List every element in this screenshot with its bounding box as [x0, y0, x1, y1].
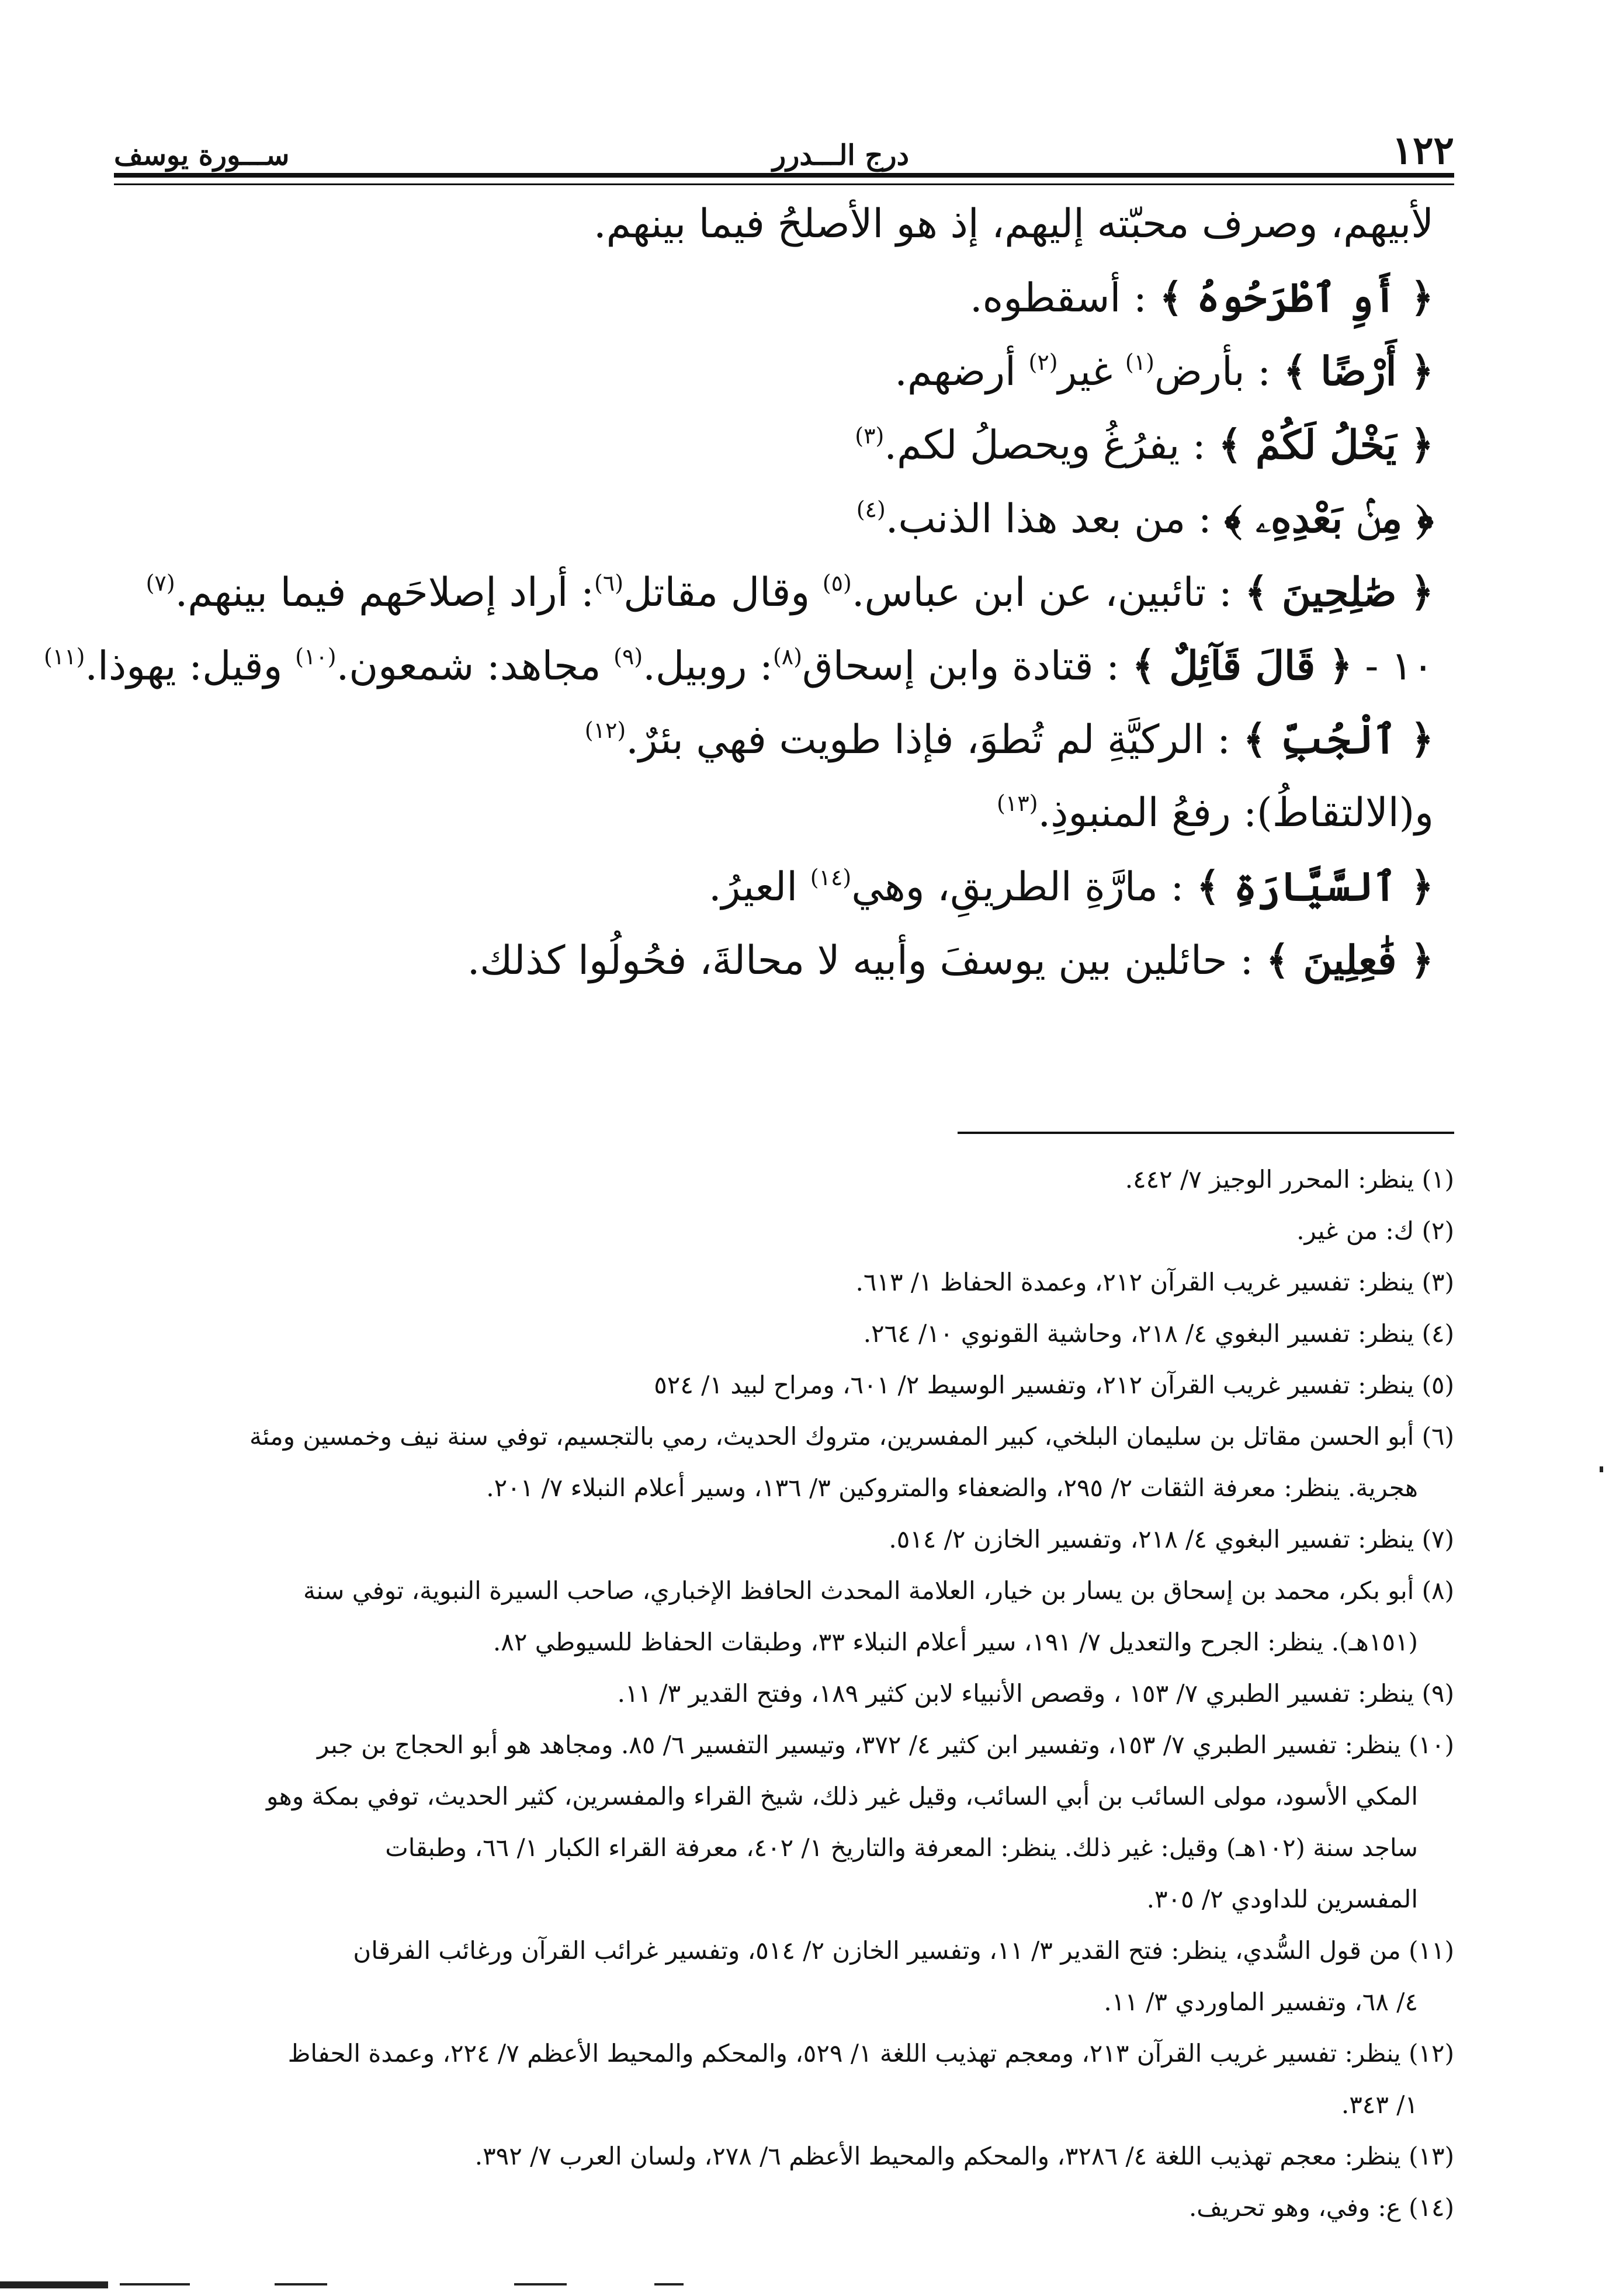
footnote: (١٤) ع: وفي، وهو تحريف. — [1188, 2193, 1454, 2222]
quranic-word: ﴿ أَوِ ٱطْرَحُوهُ ﴾ — [1159, 275, 1434, 321]
footnote-ref: (٤) — [856, 497, 886, 522]
text-line — [158, 790, 1434, 836]
text-line — [158, 863, 1434, 910]
text-line — [158, 716, 1434, 763]
quranic-word: ﴿ فَٰعِلِينَ ﴾ — [1265, 937, 1434, 984]
gloss-text: : الركيَّةِ لم تُطوَ، فإذا طويت فهي بئرٌ. — [626, 717, 1243, 763]
footnote-continuation: (١٥١هـ). ينظر: الجرح والتعديل ٧/ ١٩١، سير أعلام النبلاء ٣٣، وطبقات الحفاظ للسيوطي ٨٢. — [493, 1628, 1418, 1656]
footnote: (٩) ينظر: تفسير الطبري ٧/ ١٥٣ ، وقصص الأنبياء لابن كثير ١٨٩، وفتح القدير ٣/ ١١. — [617, 1679, 1454, 1708]
gloss-text: مجاهد: شمعون. — [336, 643, 614, 689]
footnote: (١٠) ينظر: تفسير الطبري ٧/ ١٥٣، وتفسير ابن كثير ٤/ ٣٧٢، وتيسير التفسير ٦/ ٨٥. ومجاهد هو أبو الحجاج بن جبر — [317, 1730, 1454, 1759]
footnote-continuation: ١/ ٣٤٣. — [1341, 2090, 1418, 2119]
quranic-word: ﴿ قَالَ قَآئِلٌ ﴾ — [1132, 643, 1353, 689]
footnote-ref: (٧) — [145, 570, 175, 596]
quranic-word: ﴿ يَخْلُ لَكُمْ ﴾ — [1218, 422, 1434, 469]
scan-artifact — [275, 2283, 327, 2285]
footnote: (٧) ينظر: تفسير البغوي ٤/ ٢١٨، وتفسير الخازن ٢/ ٥١٤. — [889, 1525, 1454, 1553]
footnote-ref: (١١) — [43, 644, 85, 670]
quranic-word: ﴿ مِنۢ بَعْدِهِۦ ﴾ — [1224, 495, 1434, 542]
text-line — [158, 201, 1434, 247]
footnote: (٤) ينظر: تفسير البغوي ٤/ ٢١٨، وحاشية القونوي ١٠/ ٢٦٤. — [863, 1319, 1454, 1348]
footnote-separator — [958, 1132, 1454, 1134]
gloss-text: وقال مقاتل — [623, 570, 823, 616]
footnote-ref: (١٢) — [584, 717, 626, 743]
gloss-text: : أسقطوه. — [969, 275, 1160, 321]
scan-artifact — [0, 2281, 108, 2288]
footnote-ref: (٥) — [822, 570, 852, 596]
scan-artifact — [654, 2283, 684, 2285]
footnote-continuation: المفسرين للداودي ٢/ ٣٠٥. — [1146, 1885, 1418, 1913]
footnote: (٢) ك: من غير. — [1296, 1216, 1454, 1245]
footnote-continuation: ساجد سنة (١٠٢هـ) وقيل: غير ذلك. ينظر: المعرفة والتاريخ ١/ ٤٠٢، معرفة القراء الكبار ١/ ٦٦، وطبقات — [385, 1833, 1418, 1862]
footnote: (٦) أبو الحسن مقاتل بن سليمان البلخي، كبير المفسرين، متروك الحديث، رمي بالتجسيم، توفي سنة نيف وخمسين ومئة — [249, 1422, 1454, 1451]
footnote-ref: (٣) — [855, 423, 885, 449]
footnote-continuation: المكي الأسود، مولى السائب بن أبي السائب، وقيل غير ذلك، شيخ القراء والمفسرين، كثير الحديث، توفي بمكة وهو — [266, 1782, 1418, 1811]
quranic-word: ﴿ صَٰلِحِينَ ﴾ — [1244, 569, 1434, 616]
page-number: ١٢٢ — [1392, 127, 1454, 173]
header-rule-thick — [114, 173, 1454, 178]
footnote: (٣) ينظر: تفسير غريب القرآن ٢١٢، وعمدة الحفاظ ١/ ٦١٣. — [855, 1268, 1454, 1296]
quranic-word: ﴿ أَرْضًا ﴾ — [1283, 348, 1434, 395]
gloss-text: : أراد إصلاحَهم فيما بينهم. — [175, 570, 595, 616]
text-line — [158, 422, 1434, 469]
gloss-text: أرضهم. — [894, 349, 1029, 395]
footnotes — [111, 1154, 1454, 2233]
text-line — [158, 937, 1434, 984]
running-header — [114, 117, 1454, 173]
text-line — [43, 643, 1434, 689]
footnote-ref: (٢) — [1028, 349, 1058, 375]
gloss-text: : مارَّةِ الطريقِ، وهي — [851, 864, 1197, 910]
footnote-ref: (١٣) — [997, 790, 1038, 816]
quranic-word: ﴿ ٱلْجُبِّ ﴾ — [1243, 716, 1434, 763]
gloss-text: غير — [1057, 349, 1125, 395]
gloss-text: : روبيل. — [643, 643, 773, 689]
gloss-text: : من بعد هذا الذنب. — [885, 496, 1225, 542]
footnote-ref: (٨) — [772, 644, 803, 670]
footnote: (١٣) ينظر: معجم تهذيب اللغة ٤/ ٣٢٨٦، والمحكم والمحيط الأعظم ٦/ ٢٧٨، ولسان العرب ٧/ ٣٩٢. — [474, 2142, 1454, 2170]
gloss-text: : يفرُغُ ويحصلُ لكم. — [884, 422, 1219, 469]
gloss-text: وقيل: يهوذا. — [85, 643, 296, 689]
surah-name: ســـورة يوسف — [114, 139, 290, 172]
footnote-ref: (١٤) — [810, 865, 852, 890]
quranic-word: ﴿ ٱلسَّيَّارَةِ ﴾ — [1197, 863, 1434, 910]
gloss-text: لأبيهم، وصرف محبّته إليهم، إذ هو الأصلحُ فيما بينهم. — [594, 201, 1434, 247]
text-line — [158, 495, 1434, 542]
text-line — [145, 569, 1434, 616]
footnote-ref: (٩) — [613, 644, 643, 670]
footnote: (١١) من قول السُّدي، ينظر: فتح القدير ٣/ ١١، وتفسير الخازن ٢/ ٥١٤، وتفسير غرائب القرآن ورغائب الفرقان — [353, 1936, 1454, 1965]
gloss-text: : تائبين، عن ابن عباس. — [851, 570, 1245, 616]
gloss-text: : قتادة وابن إسحاق — [802, 643, 1132, 689]
main-text — [43, 201, 1434, 1014]
header-rule-thin — [114, 183, 1454, 185]
scan-artifact — [120, 2283, 190, 2285]
gloss-text: : حائلين بين يوسفَ وأبيه لا محالةَ، فحُولُوا كذلك. — [467, 938, 1266, 984]
book-title: درج الـــدرر — [772, 139, 909, 172]
footnote: (١٢) ينظر: تفسير غريب القرآن ٢١٣، ومعجم تهذيب اللغة ١/ ٥٢٩، والمحكم والمحيط الأعظم ٧/ ٢٢٤، وعمدة الحفاظ — [287, 2039, 1454, 2068]
scan-artifact — [1600, 1466, 1603, 1472]
text-line — [158, 348, 1434, 395]
footnote: (٥) ينظر: تفسير غريب القرآن ٢١٢، وتفسير الوسيط ٢/ ٦٠١، ومراح لبيد ١/ ٥٢٤ — [654, 1371, 1454, 1399]
scan-artifact — [514, 2283, 567, 2285]
gloss-text: : بأرض — [1154, 349, 1284, 395]
footnote-continuation: ٤/ ٦٨، وتفسير الماوردي ٣/ ١١. — [1104, 1988, 1418, 2016]
footnote: (١) ينظر: المحرر الوجيز ٧/ ٤٤٢. — [1125, 1165, 1454, 1194]
verse-number: ١٠ - — [1352, 643, 1434, 689]
footnote-ref: (١٠) — [295, 644, 337, 670]
footnote: (٨) أبو بكر، محمد بن إسحاق بن يسار بن خيار، العلامة المحدث الحافظ الإخباري، صاحب السيرة النبوية، توفي سنة — [303, 1576, 1454, 1605]
text-line — [158, 275, 1434, 321]
gloss-text: و(الالتقاطُ): رفعُ المنبوذِ. — [1038, 790, 1434, 836]
gloss-text: العيرُ. — [709, 864, 810, 910]
footnote-continuation: هجرية. ينظر: معرفة الثقات ٢/ ٢٩٥، والضعفاء والمتروكين ٣/ ١٣٦، وسير أعلام النبلاء ٧/ ٢٠١. — [486, 1473, 1418, 1502]
footnote-ref: (٦) — [594, 570, 624, 596]
footnote-ref: (١) — [1125, 349, 1154, 375]
